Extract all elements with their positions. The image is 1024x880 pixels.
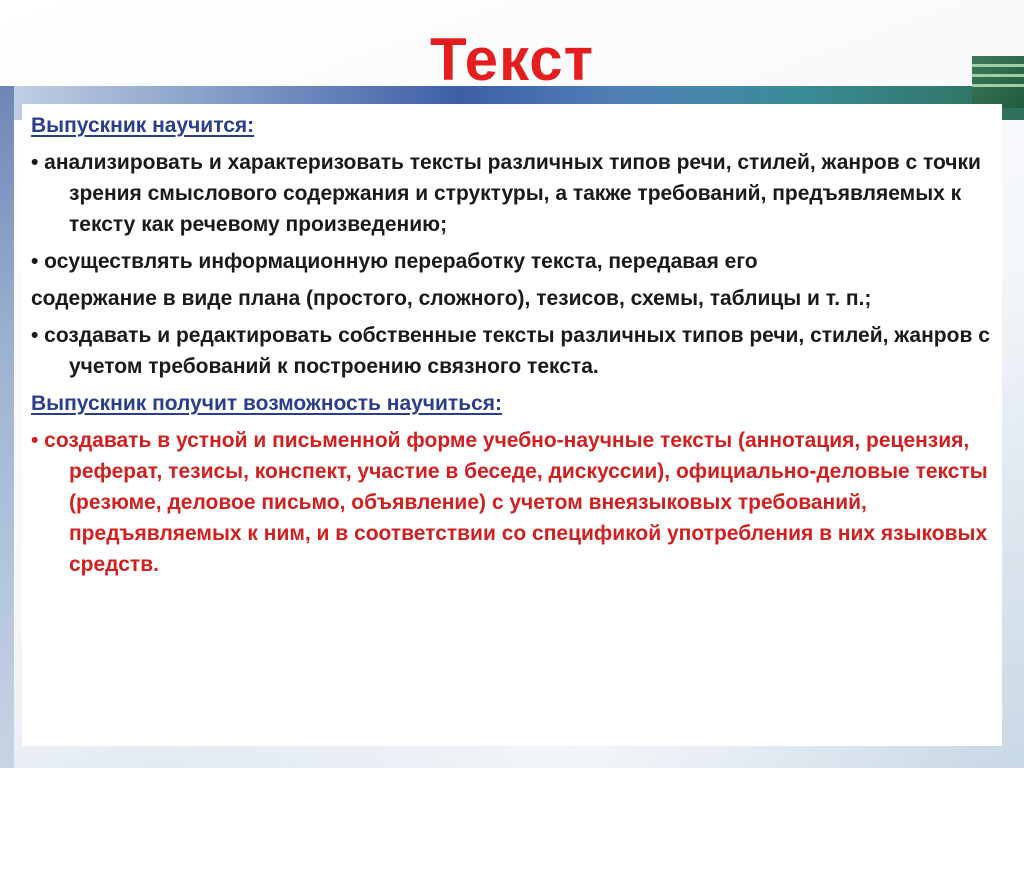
left-strip: [0, 86, 14, 768]
slide-title: Текст: [429, 26, 595, 93]
content-panel: [22, 104, 1002, 746]
list-item-process: • осуществлять информационную переработку текста, передавая его: [31, 250, 758, 273]
list-item-content-forms: содержание в виде плана (простого, сложного), тезисов, схемы, таблицы и т. п.;: [31, 287, 872, 310]
section-heading-opportunity: Выпускник получит возможность научиться:: [31, 392, 503, 415]
section-heading-learn: Выпускник научится:: [31, 114, 255, 137]
list-item-create-texts: • создавать в устной и письменной форме учебно-научные тексты (аннотация, рецензия, реферат, тезисы, конспект, участие в беседе, дискуссии), официально-деловые тексты (резюме, деловое письмо, объявление) с учетом внеязыковых требований, предъявляемых к ним, и в соответствии со спецификой употребления в них языковых средств.: [31, 429, 988, 576]
list-item-analyze: • анализировать и характеризовать тексты различных типов речи, стилей, жанров с точки зрения смыслового содержания и структуры, а также требований, предъявляемых к тексту как речевому произведению;: [31, 151, 981, 236]
list-item-create: • создавать и редактировать собственные тексты различных типов речи, стилей, жанров с учетом требований к построению связного текста.: [31, 324, 990, 378]
